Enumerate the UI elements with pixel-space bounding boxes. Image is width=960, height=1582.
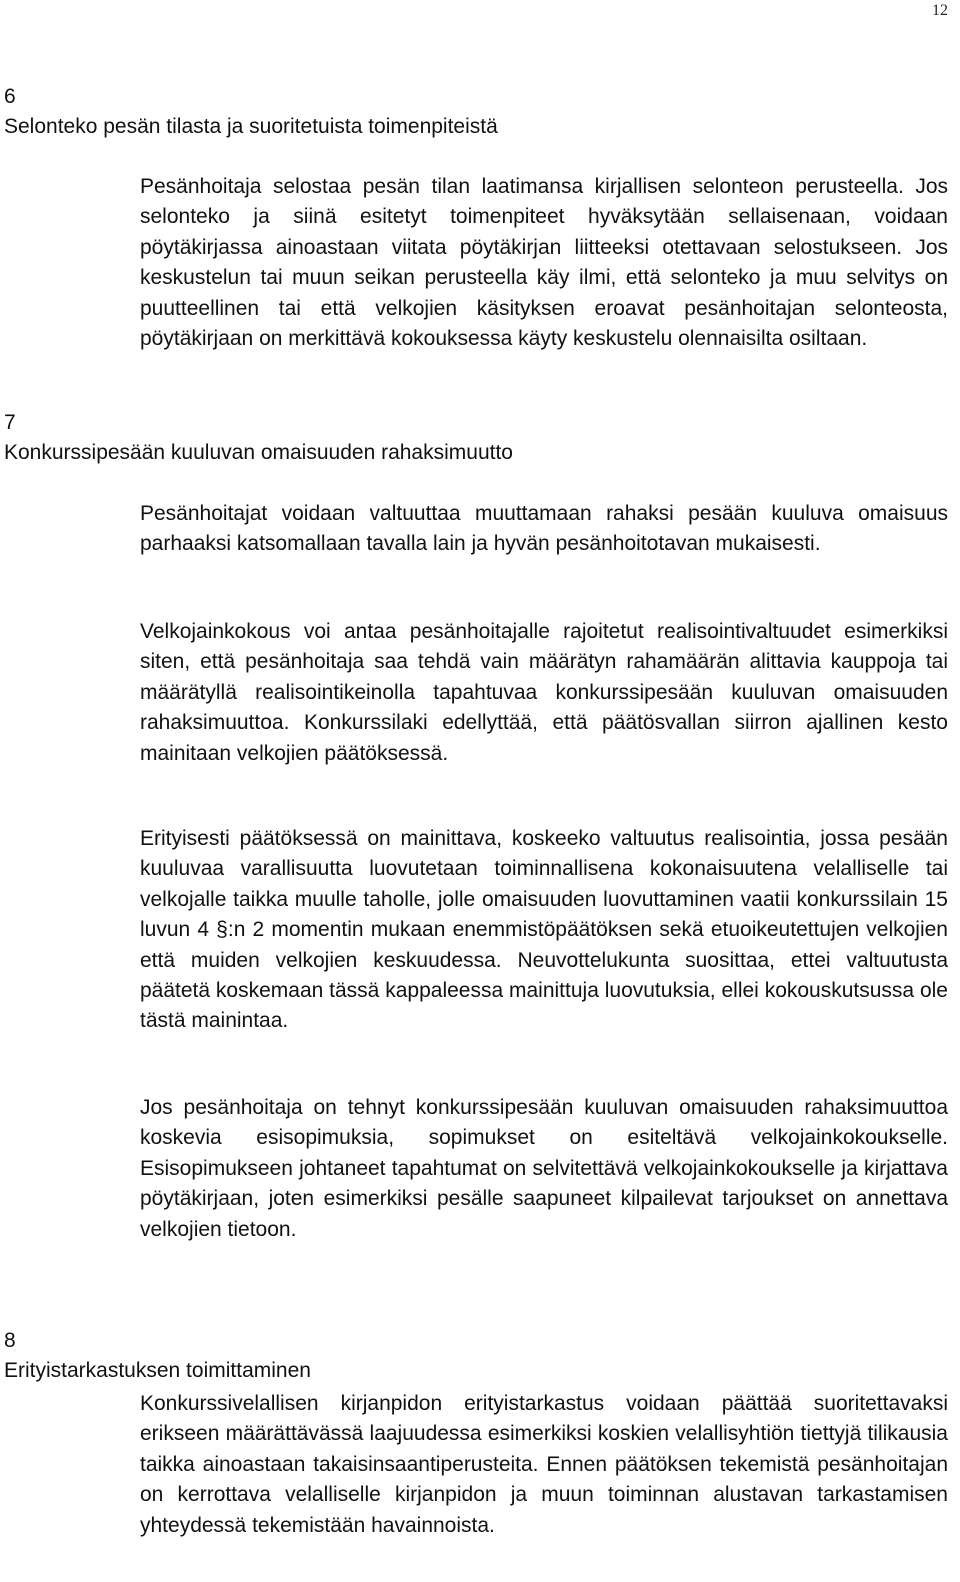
paragraph: Pesänhoitaja selostaa pesän tilan laatimansa kirjallisen selonteon perusteella. Jos selonteko ja siinä esitetyt toimenpiteet hyväksytään sellaisenaan, voidaan pöytäkirjassa ainoastaan viitata pöytäkirjan liitteeksi otettavaan selostukseen. Jos keskustelun tai muun seikan perusteella käy ilmi, että selonteko ja muu selvitys on puutteellinen tai että velkojien käsityksen eroavat pesänhoitajan selonteosta, pöytäkirjaan on merkittävä kokouksessa käyty keskustelu olennaisilta osiltaan. bbox=[140, 175, 948, 351]
section-number: 6 bbox=[4, 85, 16, 108]
section-title: Selonteko pesän tilasta ja suoritetuista toimenpiteistä bbox=[4, 115, 498, 138]
paragraph: Konkurssivelallisen kirjanpidon erityistarkastus voidaan päättää suoritettavaksi erikseen määrättävässä laajuudessa esimerkiksi koskien velallisyhtiön tiettyjä tilikausia taikka ainoastaan takaisinsaantiperusteita. Ennen päätöksen tekemistä pesänhoitajan on kerrottava velalliselle kirjanpidon ja muun toiminnan alustavan tarkastamisen yhteydessä tekemistään havainnoista. bbox=[140, 1392, 948, 1537]
section-number: 8 bbox=[4, 1329, 16, 1352]
section-8 bbox=[4, 1326, 950, 1386]
section-6 bbox=[4, 82, 950, 142]
section-title: Konkurssipesään kuuluvan omaisuuden rahaksimuutto bbox=[4, 441, 513, 464]
page-number: 12 bbox=[932, 2, 948, 19]
section-number: 7 bbox=[4, 411, 16, 434]
section-7 bbox=[4, 408, 950, 468]
section-title: Erityistarkastuksen toimittaminen bbox=[4, 1359, 311, 1382]
paragraph: Jos pesänhoitaja on tehnyt konkurssipesään kuuluvan omaisuuden rahaksimuuttoa koskevia esisopimuksia, sopimukset on esiteltävä velkojainkokoukselle. Esisopimukseen johtaneet tapahtumat on selvitettävä velkojainkokoukselle ja kirjattava pöytäkirjaan, joten esimerkiksi pesälle saapuneet kilpailevat tarjoukset on annettava velkojien tietoon. bbox=[140, 1096, 948, 1241]
paragraph: Pesänhoitajat voidaan valtuuttaa muuttamaan rahaksi pesään kuuluva omaisuus parhaaksi katsomallaan tavalla lain ja hyvän pesänhoitotavan mukaisesti. bbox=[140, 502, 948, 556]
paragraph: Velkojainkokous voi antaa pesänhoitajalle rajoitetut realisointivaltuudet esimerkiksi siten, että pesänhoitaja saa tehdä vain määrätyn rahamäärän alittavia kauppoja tai määrätyllä realisointikeinolla tapahtuvaa konkurssipesään kuuluvan omaisuuden rahaksimuuttoa. Konkurssilaki edellyttää, että päätösvallan siirron ajallinen kesto mainitaan velkojien päätöksessä. bbox=[140, 620, 948, 765]
paragraph: Erityisesti päätöksessä on mainittava, koskeeko valtuutus realisointia, jossa pesään kuuluvaa varallisuutta luovutetaan toiminnallisena kokonaisuutena velalliselle tai velkojalle taikka muulle taholle, jolle omaisuuden luovuttaminen vaatii konkurssilain 15 luvun 4 §:n 2 momentin mukaan enemmistöpäätöksen sekä etuoikeutettujen velkojien että muiden velkojien keskuudessa. Neuvottelukunta suosittaa, ettei valtuutusta päätetä koskemaan tässä kappaleessa mainittuja luovutuksia, ellei kokouskutsussa ole tästä mainintaa. bbox=[140, 827, 948, 1033]
